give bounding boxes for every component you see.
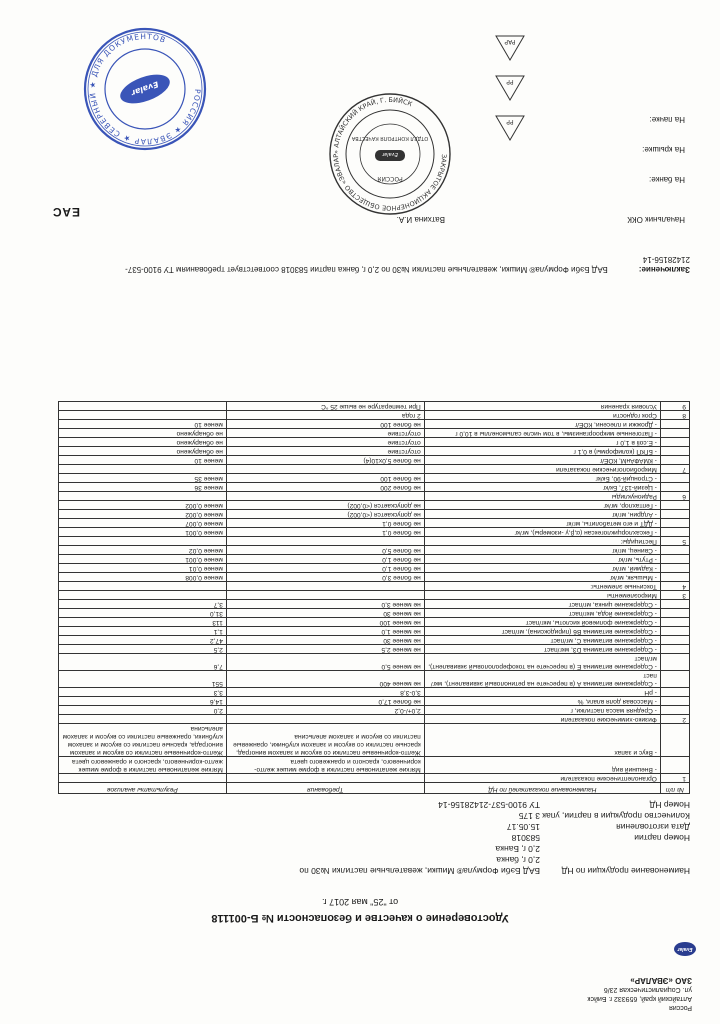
cell-n [660, 645, 689, 654]
info-value: 3 175 [518, 811, 540, 821]
table-row [59, 697, 690, 706]
header-address: Алтайский край, 659332 г. Бийск [587, 995, 692, 1002]
table-row [59, 724, 690, 757]
table-row [59, 465, 690, 474]
cell-n [660, 564, 689, 573]
cell-n [660, 757, 689, 774]
cell-n [660, 429, 689, 438]
info-key: Количество продукции в партии, упак [542, 811, 690, 821]
table-row [59, 609, 690, 618]
cell-req: не допускается (<0,002) [226, 501, 424, 510]
info-value: 2,0 г, Банка [495, 844, 540, 854]
table-row [59, 510, 690, 519]
header-country: Россия [669, 1004, 692, 1011]
cell-res: менее 10 [59, 420, 227, 429]
product-info [290, 799, 690, 876]
stamp1-logo-text: Evalar [382, 151, 398, 157]
cell-req: не менее 30 [226, 609, 424, 618]
cell-n [660, 609, 689, 618]
info-key [540, 843, 690, 854]
header-street: ул. Социалистическая 23/6 [603, 986, 692, 993]
cell-n: 3 [660, 591, 689, 600]
sign-title: Начальник ОКК [627, 215, 685, 224]
cell-res [59, 715, 227, 724]
document-date: от "25" мая 2017 г. [321, 897, 399, 907]
cell-name: Микробиологические показатели [424, 465, 660, 474]
conclusion [90, 254, 690, 274]
cell-n: 8 [660, 411, 689, 420]
cell-req: 3,0-3,8 [226, 688, 424, 697]
cell-req: 2,0+/-0,2 [226, 706, 424, 715]
cell-name: Микроэлементы [424, 591, 660, 600]
info-row [290, 810, 690, 821]
cell-res [59, 591, 227, 600]
cell-req: не менее 2,5 [226, 645, 424, 654]
table-row [59, 600, 690, 609]
cell-res: 7,6 [59, 654, 227, 671]
cell-res [59, 465, 227, 474]
table-row [59, 420, 690, 429]
table-row [59, 555, 690, 564]
table-row [59, 591, 690, 600]
table-row [59, 627, 690, 636]
svg-text:PAP: PAP [504, 38, 516, 45]
recycle-triangle-icon [496, 76, 524, 100]
cell-name: - ДДТ и его метаболиты, мг/кг [424, 519, 660, 528]
okk-stamp-icon [325, 89, 455, 219]
cell-res: менее 35 [59, 474, 227, 483]
cell-name: - Внешний вид [424, 757, 660, 774]
cell-name: - Содержание фолиевой кислоты, мкг/паст [424, 618, 660, 627]
cell-name: Срок годности [424, 411, 660, 420]
quality-table [58, 401, 690, 794]
info-row [290, 799, 690, 810]
cell-n: 6 [660, 492, 689, 501]
cell-name: - Свинец, мг/кг [424, 546, 660, 555]
cell-res: 14,6 [59, 697, 227, 706]
cell-n [660, 510, 689, 519]
cell-res: менее 10 [59, 456, 227, 465]
cell-req: не более 5,0 [226, 546, 424, 555]
cell-res [59, 411, 227, 420]
col-header-req: Требования [226, 783, 424, 794]
cell-n: 2 [660, 715, 689, 724]
cell-n [660, 546, 689, 555]
info-value: ТУ 9100-537-21428156-14 [438, 800, 540, 810]
cell-n: 1 [660, 774, 689, 783]
table-row [59, 447, 690, 456]
cell-req: Мягкие желатиновые пастилки в форме мишек желто-коричневого, красного и оранжевого цвета [226, 757, 424, 774]
svg-text:PP: PP [506, 78, 514, 85]
cell-req: не более 0,1 [226, 519, 424, 528]
cell-req: не более 100 [226, 420, 424, 429]
cell-req: не менее 400 [226, 671, 424, 688]
cell-req [226, 465, 424, 474]
recycle-triangle-icon [496, 116, 524, 140]
cell-req: Желто-коричневые пастилки со вкусом и запахом виноград, красные пастилки со вкусом и запахом клубники, оранжевые пастилки со вкусом и запахом апельсина [226, 724, 424, 757]
cell-name: - Содержание цинка, мг/паст [424, 600, 660, 609]
info-value: 583018 [511, 833, 540, 843]
company-header [492, 976, 692, 1012]
cell-name: - БГКП (колиформы) в 0,1 г [424, 447, 660, 456]
cell-res [59, 492, 227, 501]
table-row [59, 456, 690, 465]
cell-n [660, 697, 689, 706]
cell-res: 31,0 [59, 609, 227, 618]
cell-name: Пестициды: [424, 537, 660, 546]
cell-n [660, 627, 689, 636]
cell-n [660, 501, 689, 510]
cell-n [660, 447, 689, 456]
cell-name: - Содержание йода, мкг/паст [424, 609, 660, 618]
cell-n: 5 [660, 537, 689, 546]
cell-name: Условия хранения [424, 402, 660, 411]
cell-res [59, 402, 227, 411]
info-row [290, 821, 690, 832]
cell-name: - E.coli в 1,0 г [424, 438, 660, 447]
cell-name: - Средняя масса пастилки, г [424, 706, 660, 715]
info-value: БАД Бэби Формула® Мишки, жевательные пастилки №30 по 2,0 г, банка [299, 855, 540, 876]
cell-n: 7 [660, 465, 689, 474]
cell-req: не менее 100 [226, 618, 424, 627]
cell-n [660, 456, 689, 465]
cell-name: - Кадмий, мг/кг [424, 564, 660, 573]
recycling-symbols [490, 24, 530, 144]
cell-res: 2,0 [59, 706, 227, 715]
stamp1-ring-text: ЗАКРЫТОЕ АКЦИОНЕРНОЕ ОБЩЕСТВО «ЭВАЛАР» АЛТАЙСКИЙ КРАЙ, Г. БИЙСК [331, 95, 449, 213]
cell-name: Токсичные элементы: [424, 582, 660, 591]
cell-name: - Гептахлор, мг/кг [424, 501, 660, 510]
cell-req: не более 1,0 [226, 555, 424, 564]
table-row [59, 582, 690, 591]
cell-req: 2 года [226, 411, 424, 420]
conclusion-text: БАД Бэби Формула® Мишки, жевательные пастилки №30 по 2,0 г, банка партии 583018 соответствует требованиям ТУ 9100-537-21428156-14 [125, 255, 690, 274]
cell-n [660, 483, 689, 492]
pack-label-box: На пачке: [649, 115, 685, 124]
table-row [59, 774, 690, 783]
info-row [290, 854, 690, 876]
cell-name: - Вкус и запах [424, 724, 660, 757]
col-header-num: № п/п [660, 783, 689, 794]
cell-name: - pH [424, 688, 660, 697]
cell-req: не более 3,0 [226, 573, 424, 582]
cell-n [660, 654, 689, 671]
cell-n: 4 [660, 582, 689, 591]
cell-n [660, 420, 689, 429]
cell-n [660, 618, 689, 627]
stamp2-ring-text: РОССИЯ ★ ЭВАЛАР ★ СЕВЕРНЫЙ ★ ДЛЯ ДОКУМЕНТОВ [87, 31, 203, 147]
pack-label-lid: На крышке: [642, 145, 685, 154]
cell-n [660, 600, 689, 609]
cell-n [660, 474, 689, 483]
cell-res: не обнаружено [59, 429, 227, 438]
cell-req: не более 17,0 [226, 697, 424, 706]
cell-res: 1,1 [59, 627, 227, 636]
cell-res: не обнаружено [59, 447, 227, 456]
cell-req: не более 0,1 [226, 528, 424, 537]
info-row [290, 832, 690, 843]
cell-res: Желто-коричневые пастилки со вкусом и запахом винограда, красные пастилки со вкусом и запахом клубники, оранжевые пастилки со вкусом и запахом апельсина [59, 724, 227, 757]
cell-req [226, 715, 424, 724]
stamp1-top-text: РОССИЯ [377, 175, 403, 182]
cell-req: не менее 3,0 [226, 600, 424, 609]
packaging-labels [642, 104, 685, 194]
cell-req: не допускается (<0,002) [226, 510, 424, 519]
cell-name: - КМАФАнМ, КОЕ/г [424, 456, 660, 465]
table-row [59, 688, 690, 697]
table-row [59, 715, 690, 724]
cell-name: - Патогенные микроорганизмы, в том числе сальмонеллы в 10,0 г [424, 429, 660, 438]
cell-name: Радионуклиды [424, 492, 660, 501]
table-row [59, 573, 690, 582]
cell-name: Органолептические показатели [424, 774, 660, 783]
cell-res: менее 0,01 [59, 564, 227, 573]
eac-mark: ЕАС [51, 205, 80, 219]
cell-name: - Стронций-90, Бк/кг [424, 474, 660, 483]
table-row [59, 654, 690, 671]
cell-res [59, 537, 227, 546]
cell-res: не обнаружено [59, 438, 227, 447]
company-name: ЗАО «ЭВАЛАР» [630, 976, 692, 985]
cell-req: не менее 1,0 [226, 627, 424, 636]
table-row [59, 402, 690, 411]
cell-req: отсутствие [226, 438, 424, 447]
table-row [59, 537, 690, 546]
table-row [59, 501, 690, 510]
cell-res: 3,7 [59, 600, 227, 609]
cell-name: - Содержание витамина С, мг/паст [424, 636, 660, 645]
cell-req [226, 537, 424, 546]
cell-res: 113 [59, 618, 227, 627]
cell-req: отсутствие [226, 429, 424, 438]
info-key: Наименование продукции по НД [561, 866, 690, 876]
table-row [59, 671, 690, 688]
cell-res: менее 0,02 [59, 546, 227, 555]
cell-req [226, 591, 424, 600]
cell-res: менее 0,007 [59, 519, 227, 528]
cell-res: 47,2 [59, 636, 227, 645]
cell-n [660, 519, 689, 528]
sign-name: Ватхина И.А. [396, 215, 445, 224]
table-row [59, 528, 690, 537]
cell-name: - Содержание витамина А (в пересчете на ретиноловый эквивалент), мкг/паст [424, 671, 660, 688]
document-title: Удостоверение о качестве и безопасности № Б-001118 [211, 912, 509, 924]
cell-n [660, 573, 689, 582]
col-header-res: Результаты анализов [59, 783, 227, 794]
cell-res: менее 0,008 [59, 573, 227, 582]
table-row [59, 492, 690, 501]
table-row [59, 429, 690, 438]
table-row [59, 546, 690, 555]
table-row [59, 564, 690, 573]
svg-text:PP: PP [506, 118, 514, 125]
info-row [290, 843, 690, 854]
cell-req: не более 1,0 [226, 564, 424, 573]
cell-res: Мягкие желатиновые пастилки в форме мишек желто-коричневого, красного и оранжевого цвета [59, 757, 227, 774]
cell-res: менее 36 [59, 483, 227, 492]
info-key: Номер НД [649, 800, 690, 810]
table-row [59, 483, 690, 492]
cell-n: 9 [660, 402, 689, 411]
cell-name: - Алдрин, мг/кг [424, 510, 660, 519]
table-row [59, 618, 690, 627]
cell-n [660, 555, 689, 564]
cell-n [660, 706, 689, 715]
cell-n [660, 528, 689, 537]
cell-req: отсутствие [226, 447, 424, 456]
cell-n [660, 671, 689, 688]
cell-name: - Содержание витамина В6 (пиридоксина), мг/паст [424, 627, 660, 636]
cell-name: - Содержание витамина Е (в пересчете на токоферололовый эквивалент), мг/паст [424, 654, 660, 671]
info-key: Дата изготовления [616, 822, 690, 832]
table-row [59, 636, 690, 645]
cell-req: не менее 5,0 [226, 654, 424, 671]
cell-res: 551 [59, 671, 227, 688]
cell-n [660, 688, 689, 697]
cell-req [226, 774, 424, 783]
conclusion-label: Заключение: [638, 265, 690, 274]
cell-n [660, 724, 689, 757]
cell-req: не более 5,0х10(4) [226, 456, 424, 465]
cell-name: - Содержание витамина D3, мкг/паст [424, 645, 660, 654]
cell-req: не более 100 [226, 474, 424, 483]
cell-req: При температуре не выше 25 °С [226, 402, 424, 411]
info-value: 15.05.17 [506, 822, 540, 832]
cell-name: - Мышьяк, мг/кг [424, 573, 660, 582]
cell-name: Физико-химические показатели [424, 715, 660, 724]
cell-res: менее 0,002 [59, 501, 227, 510]
cell-req [226, 582, 424, 591]
col-header-name: Наименование показателей по НД [424, 783, 660, 794]
cell-res [59, 582, 227, 591]
cell-req: не менее 30 [226, 636, 424, 645]
cell-name: - Гексахлорциклогексан (α,β,γ -изомеры), мг/кг [424, 528, 660, 537]
table-row [59, 411, 690, 420]
table-row [59, 438, 690, 447]
company-seal-icon [80, 24, 210, 154]
evalar-logo: Evalar [674, 942, 696, 956]
cell-n [660, 438, 689, 447]
cell-res: 3,3 [59, 688, 227, 697]
stamp2-center-text: Evalar [130, 79, 160, 98]
cell-res: 2,5 [59, 645, 227, 654]
table-row [59, 645, 690, 654]
cell-res: менее 0,001 [59, 528, 227, 537]
table-row [59, 706, 690, 715]
cell-res [59, 774, 227, 783]
pack-label-jar: На банке: [649, 175, 685, 184]
table-row [59, 757, 690, 774]
table-row [59, 474, 690, 483]
cell-name: - Цезий-137, Бк/кг [424, 483, 660, 492]
table-row [59, 519, 690, 528]
signature-block [396, 215, 685, 224]
cell-name: - Массовая доля влаги, % [424, 697, 660, 706]
recycle-triangle-icon [496, 36, 524, 60]
info-key: Номер партии [634, 833, 690, 843]
cell-res: менее 0,002 [59, 510, 227, 519]
stamp1-center-text: ОТДЕЛ КОНТРОЛЯ КАЧЕСТВА [351, 135, 429, 141]
cell-res: менее 0,001 [59, 555, 227, 564]
cell-name: - Ртуть, мг/кг [424, 555, 660, 564]
cell-req: не более 200 [226, 483, 424, 492]
cell-n [660, 636, 689, 645]
cell-req [226, 492, 424, 501]
cell-name: - Дрожжи и плесени, КОЕ/г [424, 420, 660, 429]
